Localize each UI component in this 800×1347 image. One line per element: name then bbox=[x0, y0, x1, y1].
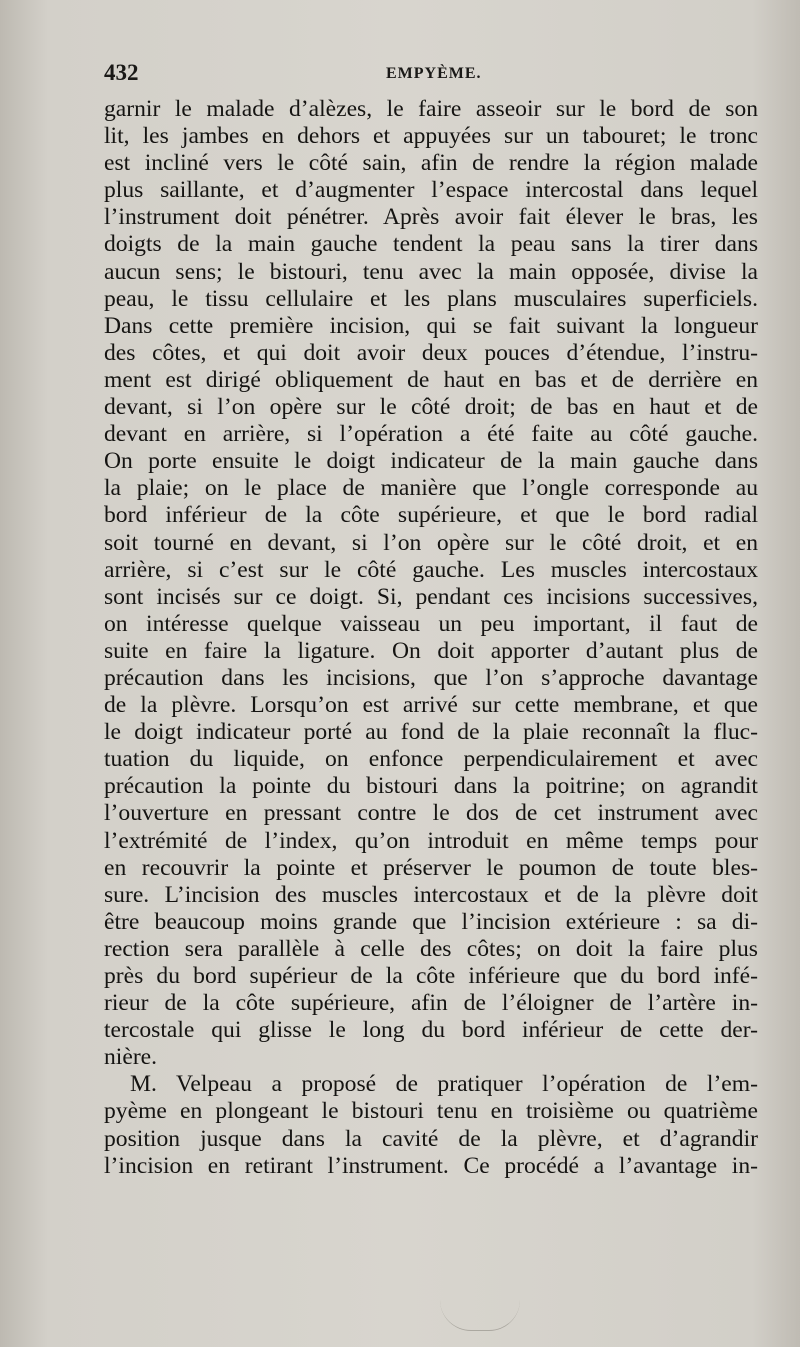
text-line: être beaucoup moins grande que l’incision extérieure : sa di- bbox=[104, 908, 758, 935]
text-line: position jusque dans la cavité de la plèvre, et d’agrandir bbox=[104, 1125, 758, 1152]
body-text bbox=[104, 96, 758, 1180]
text-line: sont incisés sur ce doigt. Si, pendant ces incisions successives, bbox=[104, 583, 758, 610]
text-line: le doigt indicateur porté au fond de la plaie reconnaît la fluc- bbox=[104, 719, 758, 746]
text-line: la plaie; on le place de manière que l’ongle corresponde au bbox=[104, 475, 758, 502]
paragraph-start-line: M. Velpeau a proposé de pratiquer l’opération de l’em- bbox=[130, 1071, 758, 1098]
text-line: bord inférieur de la côte supérieure, et que le bord radial bbox=[104, 502, 758, 529]
text-line: Dans cette première incision, qui se fait suivant la longueur bbox=[104, 312, 758, 339]
text-line: est incliné vers le côté sain, afin de rendre la région malade bbox=[104, 150, 758, 177]
text-line: de la plèvre. Lorsqu’on est arrivé sur cette membrane, et que bbox=[104, 692, 758, 719]
text-line: soit tourné en devant, si l’on opère sur le côté droit, et en bbox=[104, 529, 758, 556]
text-line: lit, les jambes en dehors et appuyées sur un tabouret; le tronc bbox=[104, 123, 758, 150]
text-line: l’ouverture en pressant contre le dos de cet instrument avec bbox=[104, 800, 758, 827]
text-line: garnir le malade d’alèzes, le faire asseoir sur le bord de son bbox=[104, 96, 758, 122]
text-line: précaution la pointe du bistouri dans la poitrine; on agrandit bbox=[104, 773, 758, 800]
text-line: rection sera parallèle à celle des côtes; on doit la faire plus bbox=[104, 935, 758, 962]
text-line: sure. L’incision des muscles intercostaux et de la plèvre doit bbox=[104, 881, 758, 908]
text-line: tercostale qui glisse le long du bord inférieur de cette der- bbox=[104, 1017, 758, 1044]
text-line: arrière, si c’est sur le côté gauche. Les muscles intercostaux bbox=[104, 556, 758, 583]
page-number: 432 bbox=[104, 60, 139, 85]
text-line: pyème en plongeant le bistouri tenu en troisième ou quatrième bbox=[104, 1098, 758, 1125]
text-line: l’extrémité de l’index, qu’on introduit en même temps pour bbox=[104, 827, 758, 854]
text-line: près du bord supérieur de la côte inférieure que du bord infé- bbox=[104, 963, 758, 989]
text-line: peau, le tissu cellulaire et les plans musculaires superficiels. bbox=[104, 285, 758, 312]
text-line: en recouvrir la pointe et préserver le poumon de toute bles- bbox=[104, 854, 758, 881]
running-title: EMPYÈME. bbox=[386, 65, 482, 82]
text-line: On porte ensuite le doigt indicateur de la main gauche dans bbox=[104, 448, 758, 475]
text-line: devant, si l’on opère sur le côté droit; de bas en haut et de bbox=[104, 394, 758, 421]
paragraph-end-line: nière. bbox=[104, 1044, 158, 1071]
text-line: l’incision en retirant l’instrument. Ce procédé a l’avantage in- bbox=[104, 1152, 758, 1179]
text-line: rieur de la côte supérieure, afin de l’éloigner de l’artère in- bbox=[104, 990, 758, 1017]
text-line: doigts de la main gauche tendent la peau sans la tirer dans bbox=[104, 231, 758, 258]
text-line: suite en faire la ligature. On doit apporter d’autant plus de bbox=[104, 637, 758, 664]
text-line: précaution dans les incisions, que l’on s’approche davantage bbox=[104, 664, 758, 691]
text-line: on intéresse quelque vaisseau un peu important, il faut de bbox=[104, 610, 758, 637]
text-line: ment est dirigé obliquement de haut en bas et de derrière en bbox=[104, 366, 758, 393]
text-line: des côtes, et qui doit avoir deux pouces d’étendue, l’instru- bbox=[104, 339, 758, 366]
text-line: tuation du liquide, on enfonce perpendiculairement et avec bbox=[104, 746, 758, 773]
paper-mark bbox=[440, 1300, 520, 1331]
running-head bbox=[104, 60, 758, 90]
text-line: aucun sens; le bistouri, tenu avec la main opposée, divise la bbox=[104, 258, 758, 285]
text-line: plus saillante, et d’augmenter l’espace intercostal dans lequel bbox=[104, 177, 758, 204]
text-line: l’instrument doit pénétrer. Après avoir fait élever le bras, les bbox=[104, 204, 758, 231]
text-line: devant en arrière, si l’opération a été faite au côté gauche. bbox=[104, 421, 758, 448]
